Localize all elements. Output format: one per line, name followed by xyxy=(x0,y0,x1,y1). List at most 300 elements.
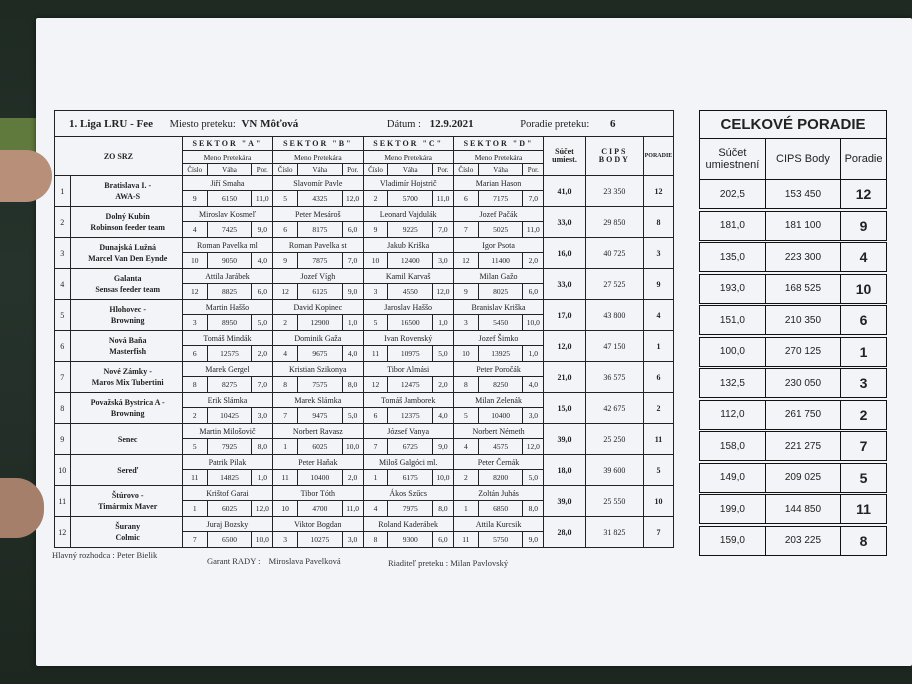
competitor-name-b: Jozef Vígh xyxy=(273,269,363,284)
por-a: 10,0 xyxy=(252,532,273,548)
name-label: Meno Pretekára xyxy=(273,151,363,164)
por-d: 5,0 xyxy=(523,470,544,486)
competitor-name-a: Martin Milošovič xyxy=(182,424,272,439)
vaha-c: 12475 xyxy=(388,377,433,393)
sum-value: 39,0 xyxy=(544,486,586,517)
competitor-name-d: Milan Zelenák xyxy=(453,393,543,408)
vaha-c: 9300 xyxy=(388,532,433,548)
col-vaha: Váha xyxy=(207,164,252,176)
cislo-c: 5 xyxy=(363,315,388,331)
team-number: 10 xyxy=(55,455,71,486)
team-number: 11 xyxy=(55,486,71,517)
round: 6 xyxy=(609,117,616,130)
team-name xyxy=(70,300,182,331)
cislo-c: 10 xyxy=(363,253,388,269)
overall-row xyxy=(700,211,887,240)
team-name-line2: Timármix Maver xyxy=(98,502,158,511)
competitor-name-c: Leonard Vajdulák xyxy=(363,207,453,222)
team-name-line1: Šurany xyxy=(115,522,141,531)
poradie-value: 9 xyxy=(643,269,673,300)
competitor-name-a: Attila Jarábek xyxy=(182,269,272,284)
cislo-c: 4 xyxy=(363,501,388,517)
cislo-b: 10 xyxy=(273,501,298,517)
competitor-name-b: Slavomír Pavle xyxy=(273,176,363,191)
team-row xyxy=(55,331,674,346)
overall-cips: 261 750 xyxy=(765,400,840,429)
cislo-c: 2 xyxy=(363,191,388,207)
por-b: 8,0 xyxy=(342,377,363,393)
overall-sum: 193,0 xyxy=(700,274,766,303)
competitor-name-c: Tibor Almási xyxy=(363,362,453,377)
team-number: 5 xyxy=(55,300,71,331)
vaha-a: 6500 xyxy=(207,532,252,548)
competitor-name-b: David Kopinec xyxy=(273,300,363,315)
por-d: 7,0 xyxy=(523,191,544,207)
team-row xyxy=(55,207,674,222)
team-name xyxy=(70,517,182,548)
por-d: 1,0 xyxy=(523,346,544,362)
team-number: 8 xyxy=(55,393,71,424)
competitor-name-c: Ákos Szűcs xyxy=(363,486,453,501)
team-number: 1 xyxy=(55,176,71,207)
por-b: 5,0 xyxy=(342,408,363,424)
team-number: 7 xyxy=(55,362,71,393)
cislo-d: 12 xyxy=(453,253,478,269)
name-label: Meno Pretekára xyxy=(363,151,453,164)
vaha-d: 7175 xyxy=(478,191,523,207)
cislo-b: 3 xyxy=(273,532,298,548)
vaha-d: 13925 xyxy=(478,346,523,362)
vaha-c: 7975 xyxy=(388,501,433,517)
vaha-b: 9475 xyxy=(298,408,343,424)
vaha-d: 11400 xyxy=(478,253,523,269)
cislo-a: 4 xyxy=(182,222,207,238)
por-b: 3,0 xyxy=(342,532,363,548)
cislo-d: 2 xyxy=(453,470,478,486)
overall-sum: 158,0 xyxy=(700,432,766,461)
overall-row xyxy=(700,463,887,492)
competitor-name-d: Attila Kurcsik xyxy=(453,517,543,532)
sum-value: 12,0 xyxy=(544,331,586,362)
cips-value: 47 150 xyxy=(585,331,643,362)
team-row xyxy=(55,269,674,284)
por-a: 6,0 xyxy=(252,284,273,300)
cips-value: 43 800 xyxy=(585,300,643,331)
por-d: 12,0 xyxy=(523,439,544,455)
vaha-a: 8275 xyxy=(207,377,252,393)
cips-value: 39 600 xyxy=(585,455,643,486)
cips-value: 36 575 xyxy=(585,362,643,393)
overall-sum: 159,0 xyxy=(700,526,766,555)
cips-value: 25 550 xyxy=(585,486,643,517)
cips-header: CIPS BODY xyxy=(585,137,643,176)
team-number: 9 xyxy=(55,424,71,455)
col-por: Por. xyxy=(342,164,363,176)
team-number: 12 xyxy=(55,517,71,548)
por-c: 4,0 xyxy=(433,408,454,424)
overall-cips: 223 300 xyxy=(765,243,840,272)
team-row xyxy=(55,362,674,377)
por-c: 10,0 xyxy=(433,470,454,486)
competitor-name-a: Juraj Bozsky xyxy=(182,517,272,532)
sector-b: SEKTOR "B" xyxy=(273,137,363,151)
overall-col-cips: CIPS Body xyxy=(765,139,840,180)
competitor-name-b: Marek Slámka xyxy=(273,393,363,408)
sum-value: 21,0 xyxy=(544,362,586,393)
overall-sum: 112,0 xyxy=(700,400,766,429)
por-c: 3,0 xyxy=(433,253,454,269)
sum-value: 18,0 xyxy=(544,455,586,486)
col-vaha: Váha xyxy=(388,164,433,176)
sector-d: SEKTOR "D" xyxy=(453,137,543,151)
cislo-a: 9 xyxy=(182,191,207,207)
overall-cips: 209 025 xyxy=(765,463,840,492)
cislo-c: 12 xyxy=(363,377,388,393)
sum-value: 33,0 xyxy=(544,269,586,300)
vaha-d: 5025 xyxy=(478,222,523,238)
team-name-line1: Považská Bystrica A - xyxy=(90,398,165,407)
overall-col-sum: Súčet umiestnení xyxy=(700,139,766,180)
competitor-name-d: Jozef Šimko xyxy=(453,331,543,346)
vaha-a: 8950 xyxy=(207,315,252,331)
team-name-line2: Maros Mix Tubertini xyxy=(91,378,164,387)
competitor-name-c: Vladimír Hojstrič xyxy=(363,176,453,191)
cislo-a: 10 xyxy=(182,253,207,269)
garant-label: Garant RADY : xyxy=(207,556,261,566)
overall-cips: 181 100 xyxy=(765,211,840,240)
col-cislo: Číslo xyxy=(363,164,388,176)
competitor-name-c: Ivan Rovenský xyxy=(363,331,453,346)
competitor-name-a: Tomáš Mindák xyxy=(182,331,272,346)
team-number: 6 xyxy=(55,331,71,362)
vaha-d: 8250 xyxy=(478,377,523,393)
competitor-name-c: József Vanya xyxy=(363,424,453,439)
team-row xyxy=(55,176,674,191)
overall-poradie: 8 xyxy=(841,526,887,555)
cips-value: 42 675 xyxy=(585,393,643,424)
director-line xyxy=(388,558,508,568)
poradie-value: 11 xyxy=(643,424,673,455)
hand-finger xyxy=(0,150,52,202)
name-label: Meno Pretekára xyxy=(453,151,543,164)
date-label: Dátum : xyxy=(386,118,421,130)
team-name xyxy=(70,393,182,424)
overall-row xyxy=(700,337,887,366)
por-c: 7,0 xyxy=(433,222,454,238)
team-name xyxy=(70,207,182,238)
vaha-a: 10425 xyxy=(207,408,252,424)
competitor-name-d: Norbert Németh xyxy=(453,424,543,439)
vaha-c: 10975 xyxy=(388,346,433,362)
por-c: 8,0 xyxy=(433,501,454,517)
director-label: Riaditeľ preteku : xyxy=(388,558,449,568)
cips-value: 40 725 xyxy=(585,238,643,269)
venue: VN Môťová xyxy=(241,117,299,130)
cislo-d: 9 xyxy=(453,284,478,300)
cips-value: 23 350 xyxy=(585,176,643,207)
poradie-value: 2 xyxy=(643,393,673,424)
col-vaha: Váha xyxy=(298,164,343,176)
vaha-c: 4550 xyxy=(388,284,433,300)
competitor-name-d: Branislav Kriška xyxy=(453,300,543,315)
competitor-name-b: Dominik Gaža xyxy=(273,331,363,346)
poradie-value: 8 xyxy=(643,207,673,238)
cislo-a: 8 xyxy=(182,377,207,393)
por-b: 6,0 xyxy=(342,222,363,238)
team-name-line2: Robinson feeder team xyxy=(90,223,165,232)
poradie-value: 10 xyxy=(643,486,673,517)
team-row xyxy=(55,393,674,408)
competitor-name-a: Jiří Smaha xyxy=(182,176,272,191)
vaha-b: 7575 xyxy=(298,377,343,393)
team-name xyxy=(70,238,182,269)
poradie-value: 6 xyxy=(643,362,673,393)
col-cislo: Číslo xyxy=(453,164,478,176)
league-title: 1. Liga LRU - Fee xyxy=(69,117,154,130)
cislo-d: 7 xyxy=(453,222,478,238)
sector-row xyxy=(55,137,674,151)
vaha-c: 5700 xyxy=(388,191,433,207)
vaha-b: 6025 xyxy=(298,439,343,455)
overall-row xyxy=(700,495,887,524)
overall-sum: 149,0 xyxy=(700,463,766,492)
team-name-line2: Browning xyxy=(110,316,145,325)
por-c: 9,0 xyxy=(433,439,454,455)
vaha-d: 8200 xyxy=(478,470,523,486)
team-row xyxy=(55,238,674,253)
team-name-line1: Dunajská Lužná xyxy=(99,243,157,252)
overall-poradie: 1 xyxy=(841,337,887,366)
cislo-b: 5 xyxy=(273,191,298,207)
garant-line xyxy=(207,556,341,566)
competitor-name-d: Igor Psota xyxy=(453,238,543,253)
overall-row xyxy=(700,432,887,461)
overall-cips: 153 450 xyxy=(765,180,840,209)
overall-sum: 135,0 xyxy=(700,243,766,272)
vaha-a: 6150 xyxy=(207,191,252,207)
overall-row xyxy=(700,306,887,335)
cislo-b: 1 xyxy=(273,439,298,455)
col-por: Por. xyxy=(252,164,273,176)
por-d: 8,0 xyxy=(523,501,544,517)
por-b: 2,0 xyxy=(342,470,363,486)
team-name xyxy=(70,362,182,393)
zo-label: ZO SRZ xyxy=(55,137,183,176)
overall-cips: 210 350 xyxy=(765,306,840,335)
cislo-b: 12 xyxy=(273,284,298,300)
sum-value: 28,0 xyxy=(544,517,586,548)
competitor-name-a: Miroslav Kosmeľ xyxy=(182,207,272,222)
por-a: 11,0 xyxy=(252,191,273,207)
competitor-name-d: Milan Gažo xyxy=(453,269,543,284)
poradie-value: 5 xyxy=(643,455,673,486)
team-name-line2: Browning xyxy=(110,409,145,418)
team-row xyxy=(55,424,674,439)
cislo-a: 12 xyxy=(182,284,207,300)
vaha-b: 10400 xyxy=(298,470,343,486)
vaha-a: 7425 xyxy=(207,222,252,238)
por-d: 11,0 xyxy=(523,222,544,238)
overall-poradie: 6 xyxy=(841,306,887,335)
overall-row xyxy=(700,369,887,398)
results-table xyxy=(54,110,674,548)
vaha-b: 10275 xyxy=(298,532,343,548)
col-por: Por. xyxy=(523,164,544,176)
vaha-d: 5750 xyxy=(478,532,523,548)
poradie-value: 4 xyxy=(643,300,673,331)
cislo-c: 6 xyxy=(363,408,388,424)
overall-sum: 100,0 xyxy=(700,337,766,366)
vaha-d: 10400 xyxy=(478,408,523,424)
col-por: Por. xyxy=(433,164,454,176)
team-row xyxy=(55,300,674,315)
por-a: 3,0 xyxy=(252,408,273,424)
por-c: 12,0 xyxy=(433,284,454,300)
competitor-name-c: Jaroslav Haššo xyxy=(363,300,453,315)
team-name xyxy=(70,176,182,207)
por-c: 2,0 xyxy=(433,377,454,393)
team-name-line1: Nové Zámky - xyxy=(103,367,152,376)
title-row xyxy=(55,111,674,137)
vaha-d: 8025 xyxy=(478,284,523,300)
overall-poradie: 9 xyxy=(841,211,887,240)
overall-row xyxy=(700,526,887,555)
overall-poradie: 4 xyxy=(841,243,887,272)
por-a: 5,0 xyxy=(252,315,273,331)
overall-poradie: 11 xyxy=(841,495,887,524)
competitor-name-a: Martin Haššo xyxy=(182,300,272,315)
overall-cips: 168 525 xyxy=(765,274,840,303)
judge-name: Peter Bielik xyxy=(116,550,158,560)
director-name: Milan Pavlovský xyxy=(450,558,509,568)
cislo-a: 2 xyxy=(182,408,207,424)
overall-title: CELKOVÉ PORADIE xyxy=(700,111,887,139)
cislo-b: 2 xyxy=(273,315,298,331)
competitor-name-a: Patrik Pilak xyxy=(182,455,272,470)
cislo-a: 6 xyxy=(182,346,207,362)
competitor-name-d: Peter Poročák xyxy=(453,362,543,377)
competitor-name-a: Krištof Garai xyxy=(182,486,272,501)
overall-poradie: 12 xyxy=(841,180,887,209)
por-d: 4,0 xyxy=(523,377,544,393)
team-row xyxy=(55,517,674,532)
competitor-name-c: Kamil Karvaš xyxy=(363,269,453,284)
team-row xyxy=(55,486,674,501)
team-name xyxy=(70,331,182,362)
name-label: Meno Pretekára xyxy=(182,151,272,164)
cislo-b: 7 xyxy=(273,408,298,424)
vaha-c: 12400 xyxy=(388,253,433,269)
sum-header: Súčet umiest. xyxy=(544,137,586,176)
team-number: 3 xyxy=(55,238,71,269)
team-name xyxy=(70,269,182,300)
sum-value: 16,0 xyxy=(544,238,586,269)
overall-row xyxy=(700,243,887,272)
competitor-name-d: Jozef Pačák xyxy=(453,207,543,222)
team-name-line1: Nová Baňa xyxy=(108,336,147,345)
overall-cips: 203 225 xyxy=(765,526,840,555)
por-d: 10,0 xyxy=(523,315,544,331)
sum-value: 17,0 xyxy=(544,300,586,331)
team-number: 2 xyxy=(55,207,71,238)
cislo-c: 7 xyxy=(363,439,388,455)
team-name-line1: Dolný Kubín xyxy=(105,212,150,221)
overall-sum: 199,0 xyxy=(700,495,766,524)
team-name-line1: Bratislava I. - xyxy=(104,181,152,190)
garant-name: Miroslava Pavelková xyxy=(268,556,341,566)
competitor-name-b: Tibor Tóth xyxy=(273,486,363,501)
por-c: 11,0 xyxy=(433,191,454,207)
por-b: 7,0 xyxy=(342,253,363,269)
poradie-value: 1 xyxy=(643,331,673,362)
cislo-d: 10 xyxy=(453,346,478,362)
cislo-d: 3 xyxy=(453,315,478,331)
competitor-name-c: Jakub Kriška xyxy=(363,238,453,253)
vaha-b: 6125 xyxy=(298,284,343,300)
vaha-c: 6175 xyxy=(388,470,433,486)
team-name-line2: Masterfish xyxy=(109,347,147,356)
overall-poradie: 5 xyxy=(841,463,887,492)
cislo-c: 9 xyxy=(363,222,388,238)
cislo-b: 9 xyxy=(273,253,298,269)
por-d: 9,0 xyxy=(523,532,544,548)
cips-value: 25 250 xyxy=(585,424,643,455)
vaha-c: 16500 xyxy=(388,315,433,331)
overall-cips: 221 275 xyxy=(765,432,840,461)
por-d: 3,0 xyxy=(523,408,544,424)
competitor-name-c: Miloš Galgóci ml. xyxy=(363,455,453,470)
vaha-b: 12900 xyxy=(298,315,343,331)
overall-table xyxy=(699,110,887,556)
overall-col-poradie: Poradie xyxy=(841,139,887,180)
por-a: 9,0 xyxy=(252,222,273,238)
por-d: 6,0 xyxy=(523,284,544,300)
team-name xyxy=(70,455,182,486)
sum-value: 15,0 xyxy=(544,393,586,424)
overall-poradie: 10 xyxy=(841,274,887,303)
round-label: Poradie preteku: xyxy=(520,118,590,130)
sum-value: 39,0 xyxy=(544,424,586,455)
competitor-name-a: Erik Slámka xyxy=(182,393,272,408)
cislo-a: 11 xyxy=(182,470,207,486)
por-b: 10,0 xyxy=(342,439,363,455)
team-name xyxy=(70,424,182,455)
por-c: 6,0 xyxy=(433,532,454,548)
vaha-b: 4700 xyxy=(298,501,343,517)
overall-sum: 202,5 xyxy=(700,180,766,209)
vaha-b: 4325 xyxy=(298,191,343,207)
cips-value: 29 850 xyxy=(585,207,643,238)
sector-a: SEKTOR "A" xyxy=(182,137,272,151)
col-vaha: Váha xyxy=(478,164,523,176)
overall-row xyxy=(700,274,887,303)
overall-sum: 181,0 xyxy=(700,211,766,240)
team-row xyxy=(55,455,674,470)
team-name xyxy=(70,486,182,517)
poradie-value: 7 xyxy=(643,517,673,548)
cislo-c: 3 xyxy=(363,284,388,300)
overall-row xyxy=(700,180,887,209)
competitor-name-b: Roman Pavelka st xyxy=(273,238,363,253)
por-d: 2,0 xyxy=(523,253,544,269)
por-c: 1,0 xyxy=(433,315,454,331)
team-name-line2: Marcel Van Den Eynde xyxy=(88,254,168,263)
team-name-line2: Sensas feeder team xyxy=(95,285,161,294)
competitor-name-b: Peter Mesároš xyxy=(273,207,363,222)
poradie-value: 12 xyxy=(643,176,673,207)
vaha-b: 9675 xyxy=(298,346,343,362)
cislo-d: 6 xyxy=(453,191,478,207)
